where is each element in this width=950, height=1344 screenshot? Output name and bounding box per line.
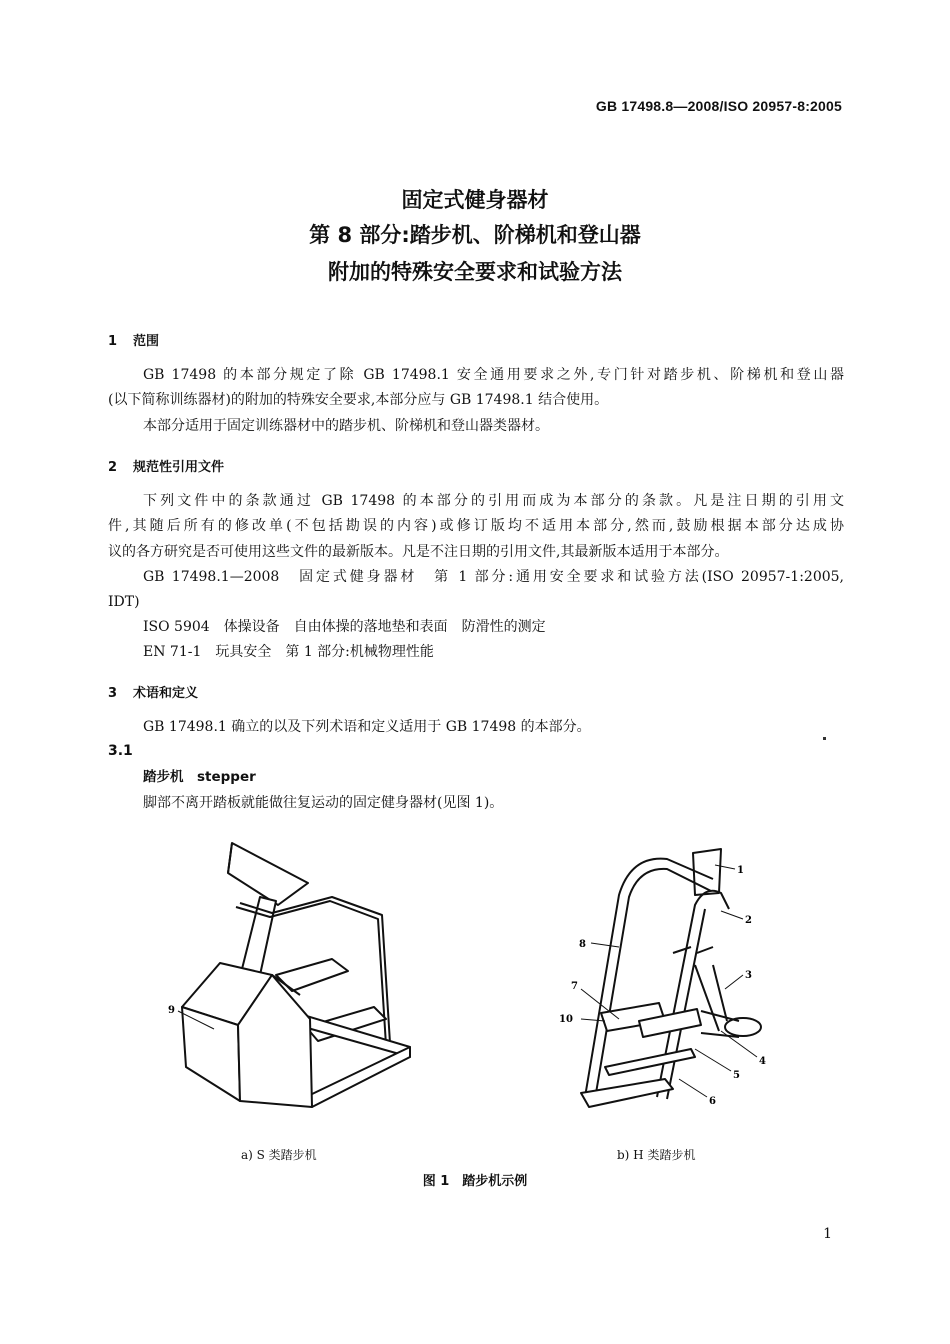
figure-b-label-2: 2 xyxy=(745,915,752,926)
figure-title: 图 1 踏步机示例 xyxy=(422,1174,528,1189)
figure-b-leader-3 xyxy=(725,975,743,989)
reference-3: EN 71-1 玩具安全 第 1 部分:机械物理性能 xyxy=(143,644,434,660)
figure-b-h-stepper-drawing xyxy=(545,835,785,1135)
subsection-3-1-number: 3.1 xyxy=(108,743,133,759)
figure-b-leader-8 xyxy=(591,943,619,947)
section-1-heading xyxy=(108,330,159,349)
page-number: 1 xyxy=(823,1226,832,1242)
section-1-para-1-line-2: (以下简称训练器材)的附加的特殊安全要求,本部分应与 GB 17498.1 结合使用。 xyxy=(108,392,609,408)
margin-mark xyxy=(823,737,826,740)
section-3-heading xyxy=(108,682,198,701)
title-line-3: 附加的特殊安全要求和试验方法 xyxy=(328,260,622,284)
title-line-2: 第 8 部分:踏步机、阶梯机和登山器 xyxy=(309,223,641,247)
section-1-title: 范围 xyxy=(133,334,160,349)
section-2-para-line-3: 议的各方研究是否可使用这些文件的最新版本。凡是不注日期的引用文件,其最新版本适用于本部分。 xyxy=(108,544,729,560)
figure-b-label-8: 8 xyxy=(579,939,586,950)
reference-1-line-1: GB 17498.1—2008 固定式健身器材 第 1 部分:通用安全要求和试验方法(ISO 20957-1:2005, xyxy=(143,569,844,585)
figure-b-leader-10 xyxy=(581,1019,605,1021)
figure-b-label-5: 5 xyxy=(733,1070,740,1081)
figure-b-label-6: 6 xyxy=(709,1096,716,1107)
section-1-para-1-line-1: GB 17498 的本部分规定了除 GB 17498.1 安全通用要求之外,专门针对踏步机、阶梯机和登山器 xyxy=(143,367,844,383)
figure-b-label-7: 7 xyxy=(571,981,578,992)
term-stepper: 踏步机 stepper xyxy=(143,769,256,785)
section-2-para-line-2: 件,其随后所有的修改单(不包括勘误的内容)或修订版均不适用本部分,然而,鼓励根据本部分达成协 xyxy=(108,518,844,534)
figure-b-label-10: 10 xyxy=(559,1014,573,1025)
section-2-title: 规范性引用文件 xyxy=(133,460,225,475)
figure-b-leader-2 xyxy=(721,911,743,919)
figure-a-label-9: 9 xyxy=(168,1005,175,1016)
figure-b-caption: b) H 类踏步机 xyxy=(617,1148,696,1162)
section-3-number: 3 xyxy=(108,686,118,701)
section-2-number: 2 xyxy=(108,460,118,475)
figure-b-leader-5 xyxy=(695,1049,731,1071)
title-line-1: 固定式健身器材 xyxy=(401,188,549,212)
section-1-para-2: 本部分适用于固定训练器材中的踏步机、阶梯机和登山器类器材。 xyxy=(143,418,549,434)
figure-a-caption: a) S 类踏步机 xyxy=(241,1148,317,1162)
figure-a-s-stepper-drawing xyxy=(160,835,430,1135)
figure-b-leader-6 xyxy=(679,1079,707,1097)
section-3-title: 术语和定义 xyxy=(133,686,199,701)
section-3-para: GB 17498.1 确立的以及下列术语和定义适用于 GB 17498 的本部分。 xyxy=(143,719,591,735)
section-1-number: 1 xyxy=(108,334,118,349)
reference-2: ISO 5904 体操设备 自由体操的落地垫和表面 防滑性的测定 xyxy=(143,619,546,635)
reference-1-line-2: IDT) xyxy=(108,594,140,610)
section-2-para-line-1: 下列文件中的条款通过 GB 17498 的本部分的引用而成为本部分的条款。凡是注日期的引用文 xyxy=(143,493,844,509)
section-2-heading xyxy=(108,456,224,475)
standard-number: GB 17498.8—2008/ISO 20957-8:2005 xyxy=(595,98,842,114)
figure-b-label-3: 3 xyxy=(745,970,752,981)
figure-b-label-4: 4 xyxy=(759,1056,766,1067)
figure-b-label-1: 1 xyxy=(737,865,744,876)
term-definition: 脚部不离开踏板就能做往复运动的固定健身器材(见图 1)。 xyxy=(143,795,504,811)
